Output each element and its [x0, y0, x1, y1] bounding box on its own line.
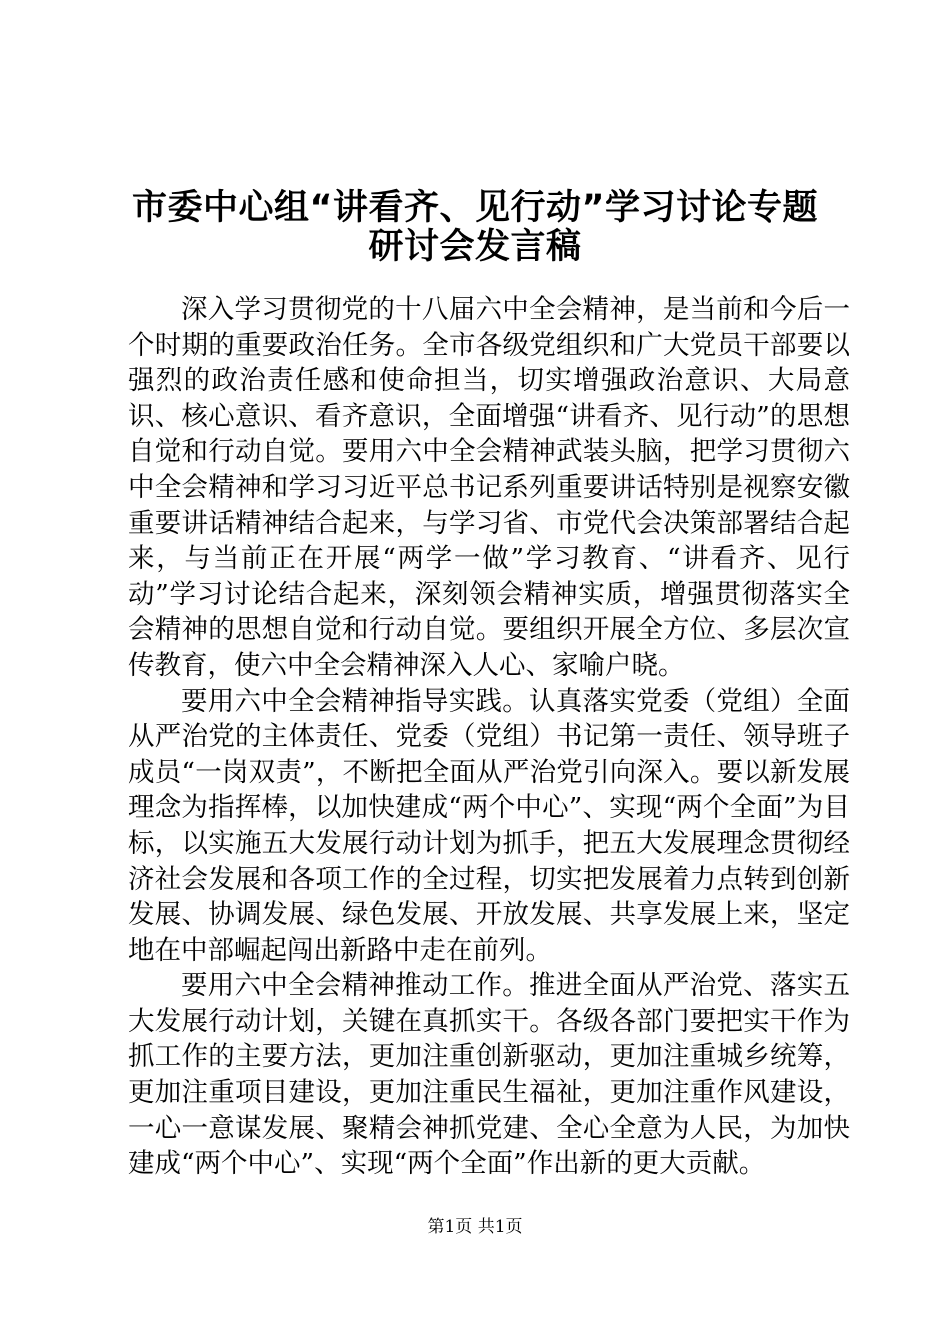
- document-body: [128, 292, 850, 1182]
- body-paragraph-1: 深入学习贯彻党的十八届六中全会精神，是当前和今后一个时期的重要政治任务。全市各级党组织和广大党员干部要以强烈的政治责任感和使命担当，切实增强政治意识、大局意识、核心意识、看齐意识，全面增强“讲看齐、见行动”的思想自觉和行动自觉。要用六中全会精神武装头脑，把学习贯彻六中全会精神和学习习近平总书记系列重要讲话特别是视察安徽重要讲话精神结合起来，与学习省、市党代会决策部署结合起来，与当前正在开展“两学一做”学习教育、“讲看齐、见行动”学习讨论结合起来，深刻领会精神实质，增强贯彻落实全会精神的思想自觉和行动自觉。要组织开展全方位、多层次宣传教育，使六中全会精神深入人心、家喻户晓。: [128, 294, 850, 681]
- document-title-line-2: 研讨会发言稿: [368, 227, 582, 267]
- body-paragraph-2: 要用六中全会精神指导实践。认真落实党委（党组）全面从严治党的主体责任、党委（党组）书记第一责任、领导班子成员“一岗双责”，不断把全面从严治党引向深入。要以新发展理念为指挥棒，以加快建成“两个中心”、实现“两个全面”为目标，以实施五大发展行动计划为抓手，把五大发展理念贯彻经济社会发展和各项工作的全过程，切实把发展着力点转到创新发展、协调发展、绿色发展、开放发展、共享发展上来，坚定地在中部崛起闯出新路中走在前列。: [128, 685, 850, 966]
- body-paragraph-3: 要用六中全会精神推动工作。推进全面从严治党、落实五大发展行动计划，关键在真抓实干。各级各部门要把实干作为抓工作的主要方法，更加注重创新驱动，更加注重城乡统筹，更加注重项目建设，更加注重民生福祉，更加注重作风建设，一心一意谋发展、聚精会神抓党建、全心全意为人民，为加快建成“两个中心”、实现“两个全面”作出新的更大贡献。: [128, 970, 850, 1180]
- page-footer: 第1页 共1页: [427, 1217, 523, 1237]
- document-title-line-1: 市委中心组“讲看齐、见行动”学习讨论专题: [131, 188, 818, 228]
